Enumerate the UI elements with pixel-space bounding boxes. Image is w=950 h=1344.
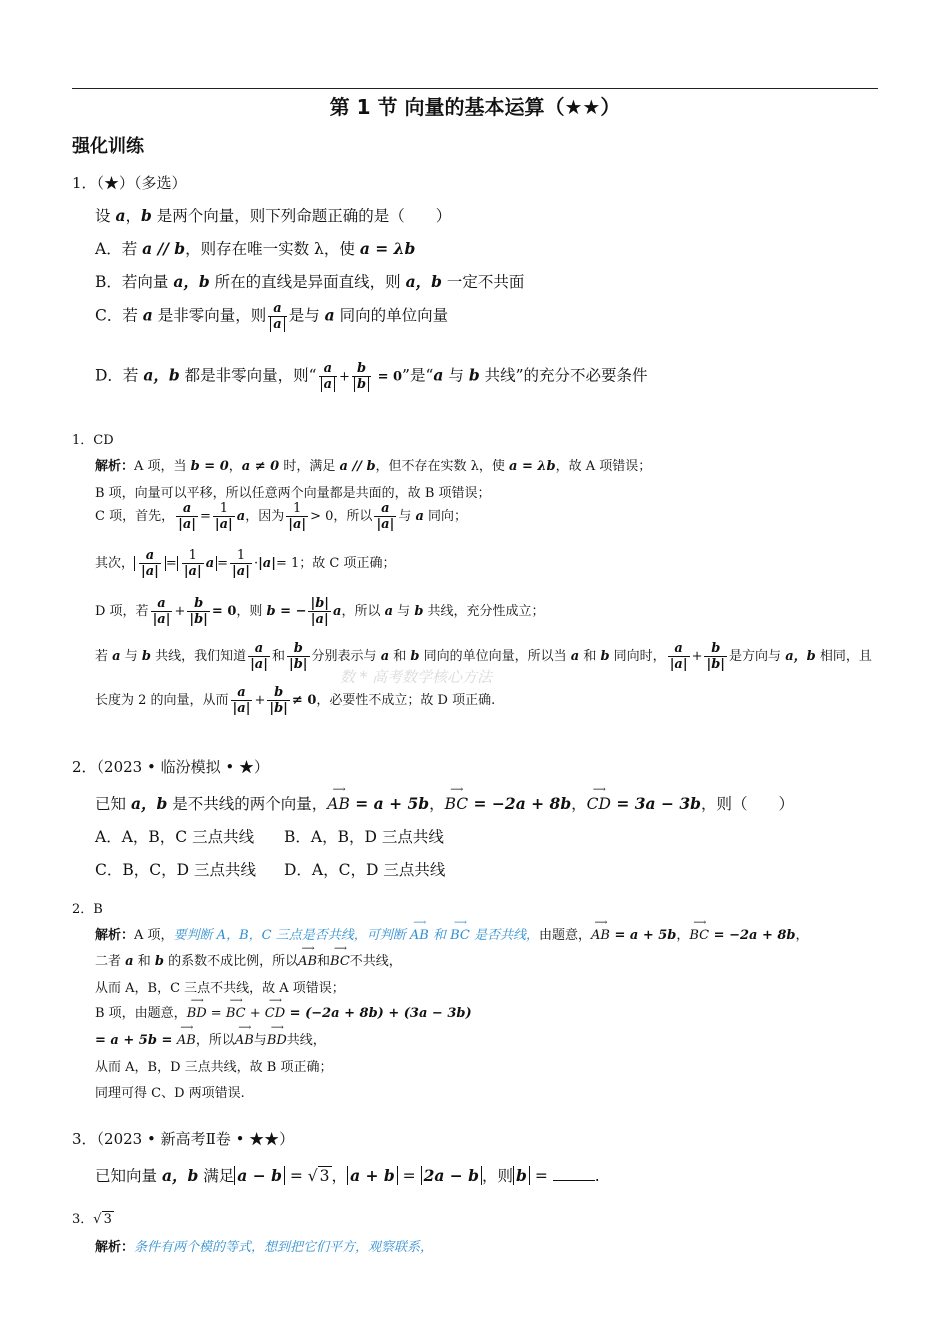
q2-option-d: D．A，C，D 三点共线 bbox=[284, 861, 446, 879]
a3-answer: 3．√ 3 bbox=[72, 1212, 112, 1227]
a2-line-7: 同理可得 C、D 两项错误. bbox=[95, 1086, 245, 1101]
q3-stem: 已知向量 a，b 满足 a − b = √ 3 ， a + b = 2a − b ，则 b = . bbox=[95, 1166, 600, 1185]
a1-line-3: C 项，首先， $\frac{a}{|a|}$ = $\frac{1}{|a|}$ a，因为 $\frac{1}{|a|}$ > 0，所以 $\frac{a}{|a|}$ 与 a 同向； bbox=[95, 501, 468, 532]
a3-line-1: 解析：条件有两个模的等式，想到把它们平方，观察联系， bbox=[95, 1240, 434, 1255]
a1-answer: 1．CD bbox=[72, 433, 114, 448]
q1-option-c: C．若 a 是非零向量，则 $\frac{a}{a}$ 是与 a 同向的单位向量 bbox=[95, 301, 449, 332]
q1-option-d: D．若 a，b 都是非零向量，则“ $\frac{a}{a}$ + $\frac{b}{b}$ = 0”是“a 与 b 共线”的充分不必要条件 bbox=[95, 361, 648, 392]
answer-blank bbox=[553, 1168, 595, 1181]
a1-line-6: 若 a 与 b 共线，我们知道 $\frac{a}{|a|}$ 和 $\frac{b}{|b|}$ 分别表示与 a 和 b 同向的单位向量，所以当 a 和 b 同向时， $\frac{a}{|a|}$ + $\frac{b}{|b|}$ 是方向与 a，b 相同，且 bbox=[95, 641, 872, 672]
a1-line-2: B 项，向量可以平移，所以任意两个向量都是共面的，故 B 项错误； bbox=[95, 486, 491, 501]
q1-option-b: B．若向量 a，b 所在的直线是异面直线，则 a，b 一定不共面 bbox=[95, 272, 525, 291]
top-rule bbox=[72, 88, 878, 89]
section-heading: 强化训练 bbox=[72, 136, 144, 157]
q2-option-a: A．A，B，C 三点共线 bbox=[95, 828, 255, 846]
watermark: 数 * 高考数学核心方法 bbox=[340, 668, 493, 686]
q1-stem: 设 a，b 是两个向量，则下列命题正确的是（ ） bbox=[95, 206, 452, 225]
a1-line-1: 解析：A 项，当 b = 0，a ≠ 0 时，满足 a // b，但不存在实数 λ，使 a = λb，故 A 项错误； bbox=[95, 459, 652, 474]
q3-heading: 3．（2023 • 新高考Ⅱ卷 • ★★） bbox=[72, 1130, 295, 1148]
fraction-unit-a: $\frac{a}{a}$ bbox=[268, 302, 286, 331]
a2-line-6: 从而 A，B，D 三点共线，故 B 项正确； bbox=[95, 1060, 333, 1075]
q2-option-b: B．A，B，D 三点共线 bbox=[284, 828, 444, 846]
a2-line-4: B 项，由题意，⟶ BD = ⟶ BC + ⟶ CD = (−2a + 8b) + (3a − 3b) bbox=[95, 1002, 472, 1021]
q1-heading: 1．（★）（多选） bbox=[72, 174, 187, 192]
a2-line-2: 二者 a 和 b 的系数不成比例，所以⟶ AB和⟶ BC不共线， bbox=[95, 950, 402, 969]
a1-line-7: 长度为 2 的向量，从而 $\frac{a}{|a|}$ + $\frac{b}{|b|}$ ≠ 0，必要性不成立；故 D 项正确. bbox=[95, 685, 496, 716]
a1-line-4: 其次， $\frac{a}{|a|}$ = $\frac{1}{|a|}$ a = $\frac{1}{|a|}$ ·|a|= 1；故 C 项正确； bbox=[95, 548, 396, 579]
q2-stem: 已知 a，b 是不共线的两个向量，⟶ AB = a + 5b，⟶ BC = −2a + 8b，⟶ CD = 3a − 3b，则（ ） bbox=[95, 792, 794, 814]
q1-option-a: A．若 a // b，则存在唯一实数 λ，使 a = λb bbox=[95, 239, 416, 258]
a1-line-5: D 项，若 $\frac{a}{|a|}$ + $\frac{b}{|b|}$ = 0，则 b = − $\frac{|b|}{|a|}$ a，所以 a 与 b 共线，充分性成立； bbox=[95, 596, 545, 627]
a2-line-3: 从而 A，B，C 三点不共线，故 A 项错误； bbox=[95, 981, 345, 996]
a2-line-5: = a + 5b = ⟶ AB，所以⟶ AB与⟶ BD共线， bbox=[95, 1029, 326, 1048]
q2-heading: 2．（2023 • 临汾模拟 • ★） bbox=[72, 758, 269, 776]
q2-option-c: C．B，C，D 三点共线 bbox=[95, 861, 256, 879]
a2-line-1: 解析：A 项，要判断 A，B，C 三点是否共线，可判断 ⟶ AB 和 ⟶ BC 是否共线，由题意，⟶ AB = a + 5b，⟶ BC = −2a + 8b， bbox=[95, 924, 809, 943]
page-title: 第 1 节 向量的基本运算（★★） bbox=[329, 95, 621, 119]
a2-answer: 2．B bbox=[72, 902, 103, 917]
